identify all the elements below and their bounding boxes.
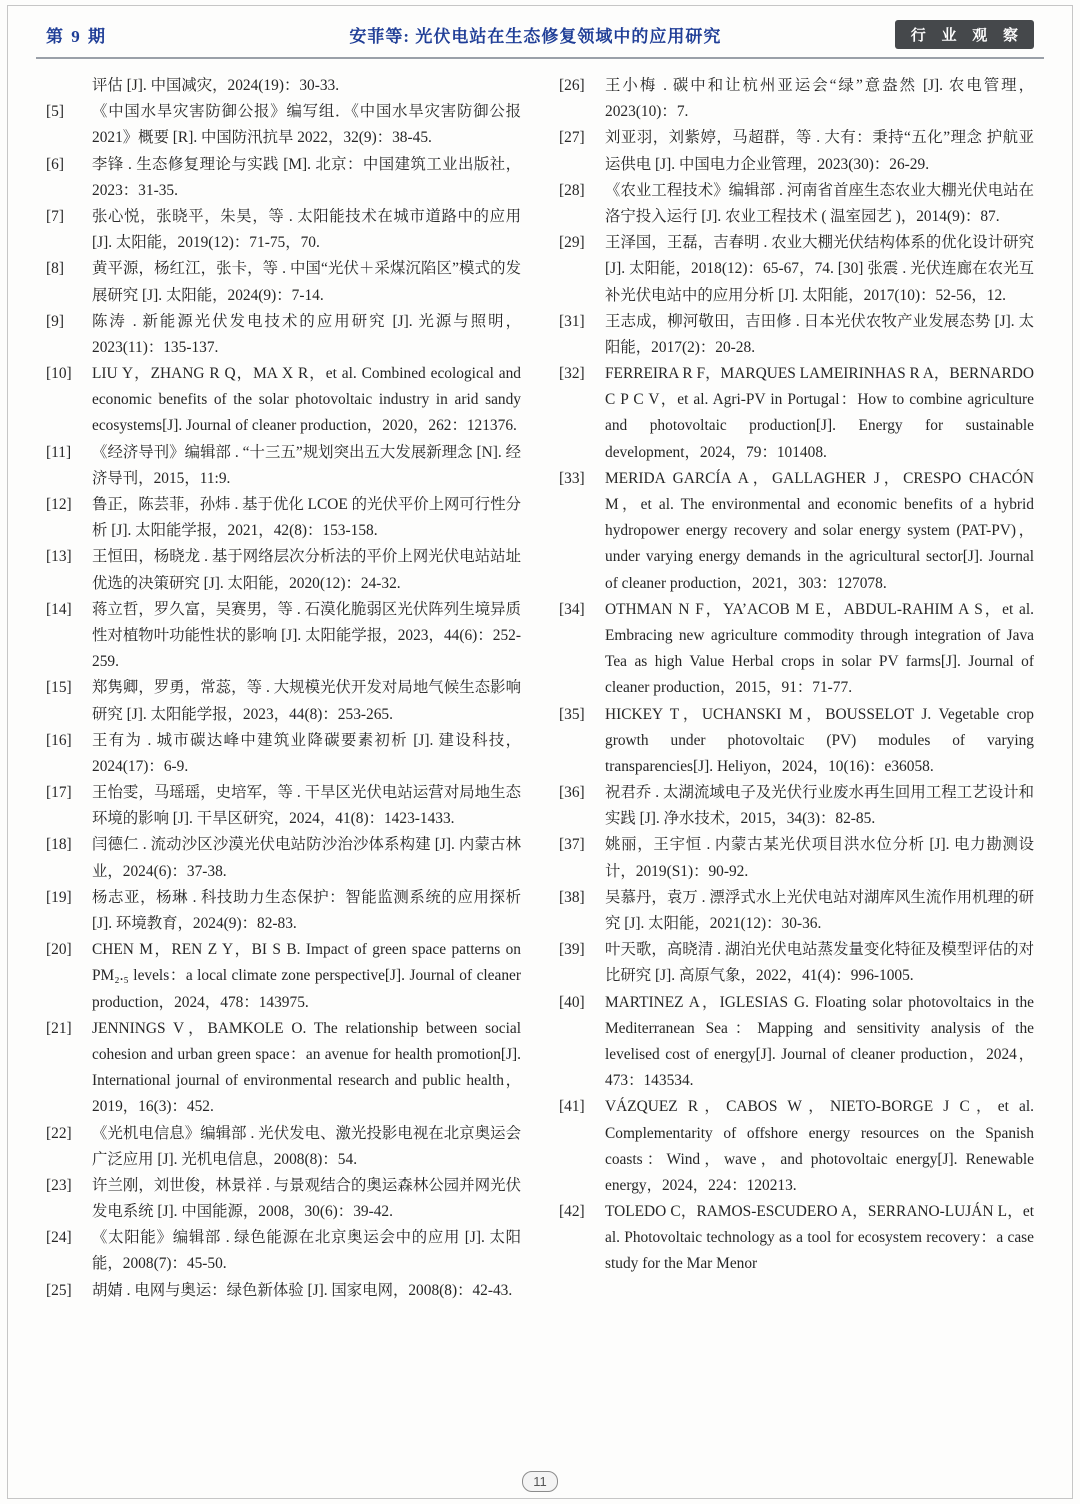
reference-marker: [36] bbox=[559, 784, 585, 802]
reference-text: 王志成，柳河敬田，吉田修 . 日本光伏农牧产业发展态势 [J]. 太阳能，2017(2)：20-28. bbox=[605, 312, 1034, 356]
reference-item bbox=[559, 178, 1034, 230]
reference-marker: [33] bbox=[559, 469, 585, 487]
reference-text: 鲁正，陈芸菲，孙炜 . 基于优化 LCOE 的光伏平价上网可行性分析 [J]. 太阳能学报，2021，42(8)：153-158. bbox=[92, 496, 521, 540]
header-divider bbox=[36, 57, 1044, 59]
reference-text: FERREIRA R F，MARQUES LAMEIRINHAS R A，BERNARDO C P C V，et al. Agri-PV in Portugal：How to combine agriculture and photovoltaic production[J]. Energy for sustainable development，2024，79：101408. bbox=[605, 365, 1034, 461]
reference-item bbox=[559, 1199, 1034, 1278]
reference-text: 《光机电信息》编辑部 . 光伏发电、激光投影电视在北京奥运会广泛应用 [J]. 光机电信息，2008(8)：54. bbox=[92, 1124, 521, 1168]
reference-marker: [35] bbox=[559, 705, 585, 723]
reference-item bbox=[46, 99, 521, 151]
reference-marker: [9] bbox=[46, 312, 64, 330]
reference-text: 王小梅 . 碳中和让杭州亚运会“绿”意盎然 [J]. 农电管理，2023(10)：7. bbox=[605, 77, 1034, 121]
reference-text: 蒋立哲，罗久富，吴赛男，等 . 石漠化脆弱区光伏阵列生境异质性对植物叶功能性状的影响 [J]. 太阳能学报，2023，44(6)：252-259. bbox=[92, 600, 521, 671]
reference-marker: [41] bbox=[559, 1098, 585, 1116]
reference-item bbox=[559, 885, 1034, 937]
reference-item bbox=[559, 309, 1034, 361]
reference-marker: [8] bbox=[46, 260, 64, 278]
reference-marker bbox=[46, 73, 92, 99]
reference-item bbox=[559, 230, 1034, 309]
reference-text: CHEN M，REN Z Y，BI S B. Impact of green space patterns on PM₂.₅ levels：a local climate zone perspective[J]. Journal of cleaner production，2024，478：143975. bbox=[92, 941, 521, 1011]
reference-text: 陈涛 . 新能源光伏发电技术的应用研究 [J]. 光源与照明，2023(11)：135-137. bbox=[92, 312, 521, 356]
reference-item bbox=[559, 361, 1034, 466]
section-badge: 行 业 观 察 bbox=[895, 20, 1034, 49]
page-header bbox=[46, 16, 1034, 57]
reference-marker: [23] bbox=[46, 1176, 72, 1194]
reference-text: JENNINGS V，BAMKOLE O. The relationship between social cohesion and urban green space：an avenue for health promotion[J]. International journal of environmental research and public health，2019，16(3)：452. bbox=[92, 1019, 521, 1116]
reference-text: 王有为 . 城市碳达峰中建筑业降碳要素初析 [J]. 建设科技，2024(17)：6-9. bbox=[92, 731, 521, 775]
reference-text: 许兰刚，刘世俊，林景祥 . 与景观结合的奥运森林公园并网光伏发电系统 [J]. 中国能源，2008，30(6)：39-42. bbox=[92, 1176, 521, 1221]
reference-list bbox=[46, 73, 1034, 1304]
reference-marker: [24] bbox=[46, 1229, 72, 1247]
running-title: 安菲等: 光伏电站在生态修复领域中的应用研究 bbox=[349, 27, 722, 46]
reference-text: 祝君乔 . 太湖流域电子及光伏行业废水再生回用工程工艺设计和实践 [J]. 净水技术，2015，34(3)：82-85. bbox=[605, 784, 1034, 828]
reference-marker: [28] bbox=[559, 181, 585, 199]
reference-marker: [6] bbox=[46, 155, 64, 173]
reference-marker: [25] bbox=[46, 1281, 72, 1299]
reference-text: OTHMAN N F，YA’ACOB M E，ABDUL-RAHIM A S，et al. Embracing new agriculture commodity through integration of Java Tea as high Value Herbal crops in solar PV farms[J]. Journal of cleaner production，2015，91：71-77. bbox=[605, 600, 1034, 697]
reference-marker: [17] bbox=[46, 784, 72, 802]
reference-item bbox=[46, 440, 521, 492]
reference-text: 评估 [J]. 中国减灾，2024(19)：30-33. bbox=[92, 77, 340, 94]
right-column bbox=[559, 73, 1034, 1304]
reference-item bbox=[559, 125, 1034, 177]
reference-text: VÁZQUEZ R，CABOS W，NIETO-BORGE J C，et al. Complementarity of offshore energy resources on the Spanish coasts：Wind，wave，and photovoltaic energy[J]. Renewable energy，2024，224：120213. bbox=[605, 1098, 1034, 1194]
reference-marker: [31] bbox=[559, 312, 585, 330]
reference-text: MERIDA GARCÍA A，GALLAGHER J，CRESPO CHACÓN M，et al. The environmental and economic benefits of a hybrid hydropower energy recovery and solar energy system (PAT-PV)，under varying energy demands in the agricultural sector[J]. Journal of cleaner production，2021，303：127078. bbox=[605, 469, 1034, 592]
reference-item bbox=[46, 361, 521, 440]
reference-marker: [40] bbox=[559, 993, 585, 1011]
reference-item bbox=[46, 885, 521, 937]
reference-item bbox=[46, 309, 521, 361]
reference-marker: [21] bbox=[46, 1019, 72, 1037]
reference-item bbox=[46, 1278, 521, 1304]
reference-item bbox=[559, 73, 1034, 125]
reference-item bbox=[46, 1016, 521, 1121]
reference-marker: [19] bbox=[46, 888, 72, 906]
page-footer bbox=[0, 1471, 1080, 1492]
reference-text: 《农业工程技术》编辑部 . 河南省首座生态农业大棚光伏电站在洛宁投入运行 [J]. 农业工程技术 ( 温室园艺 )，2014(9)：87. bbox=[605, 181, 1034, 225]
reference-marker: [26] bbox=[559, 77, 585, 94]
reference-marker: [12] bbox=[46, 496, 72, 513]
reference-text: 王泽国，王磊，吉春明 . 农业大棚光伏结构体系的优化设计研究 [J]. 太阳能，2018(12)：65-67，74. [30] 张震 . 光伏连廊在农光互补光伏电站中的应用分析 [J]. 太阳能，2017(10)：52-56，12. bbox=[605, 234, 1034, 304]
reference-text: HICKEY T，UCHANSKI M，BOUSSELOT J. Vegetable crop growth under photovoltaic (PV) modules of varying transparencies[J]. Heliyon，2024，10(16)：e36058. bbox=[605, 705, 1034, 775]
reference-item bbox=[46, 728, 521, 780]
reference-text: 王怡雯，马瑶瑶，史培军，等 . 干旱区光伏电站运营对局地生态环境的影响 [J]. 干旱区研究，2024，41(8)：1423-1433. bbox=[92, 784, 521, 828]
issue-number: 第 9 期 bbox=[46, 27, 107, 46]
reference-item bbox=[46, 256, 521, 308]
reference-text: 叶天歌，高晓清 . 湖泊光伏电站蒸发量变化特征及模型评估的对比研究 [J]. 高原气象，2022，41(4)：996-1005. bbox=[605, 941, 1034, 985]
reference-marker: [20] bbox=[46, 941, 72, 959]
reference-marker: [16] bbox=[46, 731, 72, 749]
reference-text: 《中国水旱灾害防御公报》编写组．《中国水旱灾害防御公报 2021》概要 [R]. 中国防汛抗旱 2022，32(9)：38-45. bbox=[92, 103, 521, 147]
reference-item bbox=[46, 597, 521, 676]
reference-text: 闫德仁 . 流动沙区沙漠光伏电站防沙治沙体系构建 [J]. 内蒙古林业，2024(6)：37-38. bbox=[92, 836, 521, 880]
reference-item bbox=[559, 990, 1034, 1095]
reference-text: MARTINEZ A，IGLESIAS G. Floating solar photovoltaics in the Mediterranean Sea：Mapping and sensitivity analysis of the levelised cost of energy[J]. Journal of cleaner production，2024，473：143534. bbox=[605, 993, 1034, 1090]
reference-marker: [10] bbox=[46, 365, 72, 383]
reference-marker: [22] bbox=[46, 1124, 72, 1142]
reference-text: 黄平源，杨红江，张卡，等 . 中国“光伏＋采煤沉陷区”模式的发展研究 [J]. 太阳能，2024(9)：7-14. bbox=[92, 260, 521, 304]
reference-item bbox=[46, 1121, 521, 1173]
reference-item bbox=[46, 675, 521, 727]
reference-marker: [5] bbox=[46, 103, 64, 121]
reference-text: 《太阳能》编辑部 . 绿色能源在北京奥运会中的应用 [J]. 太阳能，2008(7)：45-50. bbox=[92, 1229, 521, 1273]
reference-item bbox=[46, 544, 521, 596]
reference-text: LIU Y，ZHANG R Q，MA X R，et al. Combined ecological and economic benefits of the solar photovoltaic industry in arid sandy ecosystems[J]. Journal of cleaner production，2020，262：121376. bbox=[92, 365, 521, 435]
reference-item bbox=[46, 492, 521, 544]
left-column bbox=[46, 73, 521, 1304]
page-number: 11 bbox=[522, 1471, 558, 1492]
reference-text: 杨志亚，杨琳 . 科技助力生态保护：智能监测系统的应用探析 [J]. 环境教育，2024(9)：82-83. bbox=[92, 888, 521, 932]
reference-item bbox=[46, 937, 521, 1016]
reference-item bbox=[559, 832, 1034, 884]
reference-item bbox=[46, 780, 521, 832]
reference-item bbox=[46, 1225, 521, 1277]
reference-item bbox=[559, 466, 1034, 597]
reference-text: 姚丽，王宇恒 . 内蒙古某光伏项目洪水位分析 [J]. 电力勘测设计，2019(S1)：90-92. bbox=[605, 836, 1034, 880]
reference-item bbox=[46, 204, 521, 256]
reference-text: TOLEDO C，RAMOS-ESCUDERO A，SERRANO-LUJÁN L，et al. Photovoltaic technology as a tool for ecosystem recovery：a case study for the Mar Menor bbox=[605, 1203, 1034, 1273]
reference-item bbox=[559, 937, 1034, 989]
reference-text: 胡婧 . 电网与奥运：绿色新体验 [J]. 国家电网，2008(8)：42-43. bbox=[92, 1281, 513, 1299]
reference-marker: [38] bbox=[559, 888, 585, 906]
reference-item bbox=[46, 832, 521, 884]
reference-text: 张心悦，张晓平，朱昊，等 . 太阳能技术在城市道路中的应用 [J]. 太阳能，2019(12)：71-75，70. bbox=[92, 207, 521, 252]
reference-item bbox=[46, 1173, 521, 1225]
reference-item bbox=[46, 152, 521, 204]
reference-marker: [27] bbox=[559, 129, 585, 147]
reference-marker: [13] bbox=[46, 548, 72, 566]
reference-marker: [39] bbox=[559, 941, 585, 959]
reference-marker: [7] bbox=[46, 207, 64, 225]
reference-marker: [14] bbox=[46, 600, 72, 618]
reference-marker: [15] bbox=[46, 679, 72, 697]
reference-marker: [34] bbox=[559, 600, 585, 618]
reference-marker: [29] bbox=[559, 234, 585, 252]
reference-text: 《经济导刊》编辑部 . “十三五”规划突出五大发展新理念 [N]. 经济导刊，2015，11:9. bbox=[92, 443, 521, 487]
reference-marker: [11] bbox=[46, 443, 72, 461]
reference-marker: [32] bbox=[559, 365, 585, 383]
reference-text: 吴慕丹，袁万 . 漂浮式水上光伏电站对湖库风生流作用机理的研究 [J]. 太阳能，2021(12)：30-36. bbox=[605, 888, 1034, 932]
reference-marker: [42] bbox=[559, 1203, 585, 1221]
reference-text: 刘亚羽，刘紫婷，马超群，等 . 大有：秉持“五化”理念 护航亚运供电 [J]. 中国电力企业管理，2023(30)：26-29. bbox=[605, 129, 1034, 173]
reference-marker: [37] bbox=[559, 836, 585, 854]
reference-item bbox=[559, 780, 1034, 832]
reference-item bbox=[559, 597, 1034, 702]
reference-item bbox=[46, 73, 521, 99]
reference-item bbox=[559, 1094, 1034, 1199]
reference-text: 郑隽卿，罗勇，常蕊，等 . 大规模光伏开发对局地气候生态影响研究 [J]. 太阳能学报，2023，44(8)：253-265. bbox=[92, 679, 521, 723]
reference-item bbox=[559, 702, 1034, 781]
reference-text: 王恒田，杨晓龙 . 基于网络层次分析法的平价上网光伏电站站址优选的决策研究 [J]. 太阳能，2020(12)：24-32. bbox=[92, 548, 521, 592]
reference-marker: [18] bbox=[46, 836, 72, 854]
reference-text: 李锋 . 生态修复理论与实践 [M]. 北京：中国建筑工业出版社，2023：31-35. bbox=[92, 155, 521, 199]
